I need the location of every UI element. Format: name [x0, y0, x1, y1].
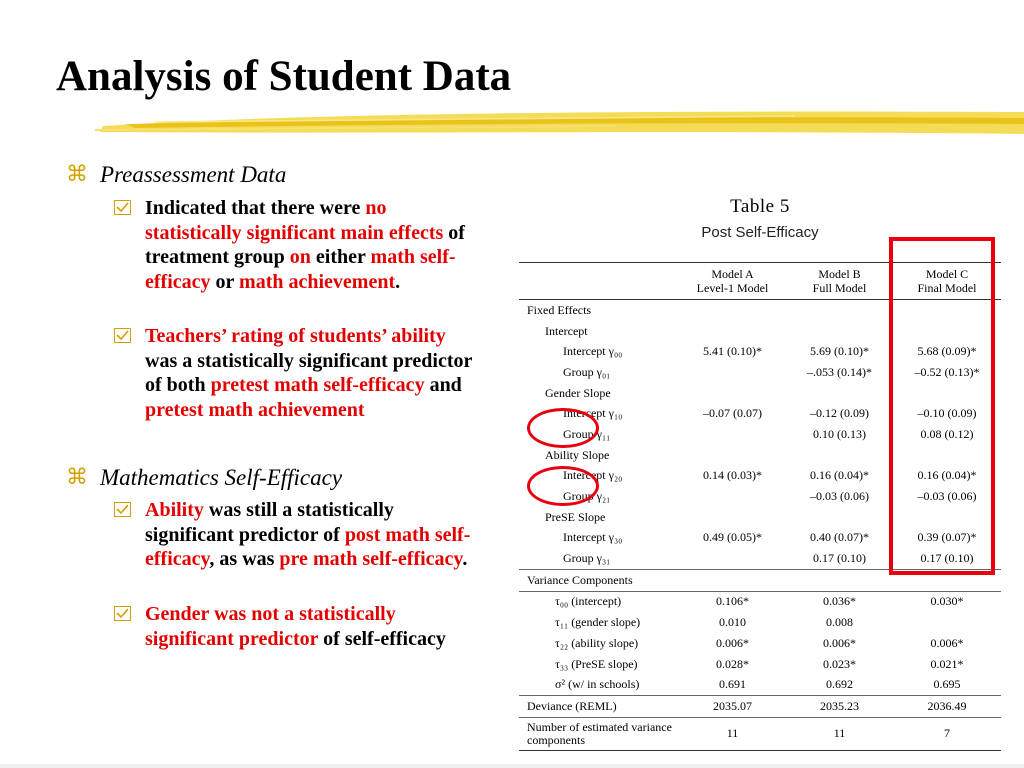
table-cell	[679, 300, 786, 321]
row-label: τ₃₃ (PreSE slope)	[555, 656, 638, 671]
bullet-point	[118, 602, 478, 651]
header-line: Level-1 Model	[696, 281, 769, 295]
table-cell	[679, 383, 786, 404]
row-label: Group γ₃₁	[563, 551, 611, 566]
table-cell: 0.006*	[930, 635, 964, 650]
row-label: Intercept	[545, 323, 588, 338]
table-cell	[786, 507, 893, 528]
table-cell: 0.39 (0.07)*	[917, 530, 977, 545]
highlighted-text: math self-efficacy	[145, 246, 456, 293]
table-row	[519, 696, 1001, 718]
table-cell: –0.07 (0.07)	[703, 406, 762, 421]
row-label: PreSE Slope	[545, 509, 606, 524]
highlighted-text: post math self-efficacy	[145, 523, 471, 570]
row-label: Fixed Effects	[527, 302, 592, 317]
table-cell: 0.16 (0.04)*	[810, 468, 869, 483]
table-cell	[893, 612, 1001, 633]
header-line: Model C	[925, 267, 969, 281]
table-cell: 0.008	[826, 615, 853, 630]
table-row	[519, 612, 1001, 633]
ability-group-highlight-oval	[527, 466, 599, 506]
row-label: Deviance (REML)	[527, 698, 617, 713]
table-cell	[679, 548, 786, 569]
table-cell	[679, 362, 786, 383]
table-cell: 5.69 (0.10)*	[810, 344, 869, 359]
table-cell: 0.692	[826, 677, 853, 692]
table-cell: 5.41 (0.10)*	[703, 344, 762, 359]
section-heading-text: Mathematics Self-Efficacy	[100, 465, 343, 490]
table-cell	[786, 445, 893, 466]
header-line: Model A	[711, 267, 754, 281]
table-cell: –0.10 (0.09)	[917, 406, 977, 421]
table-cell: 7	[944, 726, 950, 741]
body-text: and	[424, 374, 462, 396]
table-cell: 0.16 (0.04)*	[917, 468, 977, 483]
row-label: τ₂₂ (ability slope)	[555, 635, 639, 650]
bullet-point	[118, 498, 478, 572]
header-cell	[519, 263, 679, 300]
table-row	[519, 674, 1001, 695]
table-cell: 0.028*	[716, 656, 749, 671]
checkbox-icon	[114, 502, 131, 517]
table-cell: 0.021*	[930, 656, 964, 671]
table-cell: 11	[726, 726, 739, 741]
table-cell: –0.12 (0.09)	[810, 406, 869, 421]
table-cell: 0.17 (0.10)	[813, 551, 866, 566]
table-cell	[786, 300, 893, 321]
table-cell: 0.17 (0.10)	[920, 551, 974, 566]
table-cell	[679, 486, 786, 507]
table-cell: –0.52 (0.13)*	[914, 364, 980, 379]
row-label: Intercept γ₀₀	[563, 344, 623, 359]
highlighted-text: pretest math achievement	[145, 398, 365, 421]
table-cell: 0.08 (0.12)	[920, 426, 974, 441]
yellow-brush-stroke	[95, 104, 1024, 140]
table-cell: –.053 (0.14)*	[807, 364, 872, 379]
header-line: Final Model	[917, 281, 977, 295]
row-label: Number of estimated variance components	[527, 719, 672, 747]
highlighted-text: pre math self-efficacy	[279, 548, 463, 570]
gender-group-highlight-oval	[527, 408, 599, 448]
row-label: Variance Components	[527, 572, 633, 587]
highlighted-text: pretest math self-efficacy	[210, 374, 425, 396]
body-text: of self-efficacy	[318, 627, 446, 650]
table-cell: 2035.23	[820, 698, 859, 713]
table-cell: 0.006*	[716, 635, 749, 650]
section-heading-text: Preassessment Data	[100, 162, 287, 187]
highlighted-text: Gender was not a statistically significant predictor	[145, 603, 396, 650]
body-text: either	[310, 246, 371, 268]
header-line: Model B	[818, 267, 861, 281]
table-row	[519, 633, 1001, 654]
bullet-point	[118, 324, 478, 422]
body-text: Indicated that there were	[145, 197, 366, 219]
body-text: .	[395, 270, 401, 293]
table-subtitle: Post Self-Efficacy	[701, 224, 819, 241]
table-cell: 0.106*	[716, 594, 749, 609]
body-text: of treatment group	[145, 221, 465, 268]
table-cell: 2036.49	[927, 698, 967, 713]
highlighted-text: no statistically significant main effects	[145, 197, 444, 244]
body-text: .	[462, 548, 468, 570]
table-cell: 0.10 (0.13)	[813, 426, 866, 441]
body-text: was a statistically significant predictor of both	[145, 349, 473, 396]
header-cell	[786, 263, 893, 300]
row-label: Group γ₂₁	[563, 489, 611, 504]
table-cell: 2035.07	[713, 698, 752, 713]
row-label: Ability Slope	[545, 447, 610, 462]
footer-divider	[0, 764, 1024, 768]
bullet-text	[145, 196, 478, 294]
row-label: Intercept γ₁₀	[563, 406, 623, 421]
checkbox-icon	[114, 200, 131, 215]
table-cell	[786, 321, 893, 342]
table-cell: 0.14 (0.03)*	[703, 468, 762, 483]
table-cell: 0.006*	[823, 635, 856, 650]
table-cell: –0.03 (0.06)	[917, 489, 977, 504]
row-label: τ₀₀ (intercept)	[555, 594, 622, 609]
row-label: Gender Slope	[545, 385, 611, 400]
table-cell	[679, 424, 786, 445]
checkbox-icon	[114, 606, 131, 621]
table-cell: 0.695	[933, 677, 961, 692]
checkbox-icon	[114, 328, 131, 343]
table-cell: 5.68 (0.09)*	[917, 344, 977, 359]
table-cell: 0.036*	[823, 594, 856, 609]
table-row	[519, 591, 1001, 612]
bullet-point	[118, 196, 478, 294]
bullet-text	[145, 602, 478, 651]
table-cell: 0.691	[719, 677, 746, 692]
row-label: Group γ₁₁	[563, 426, 611, 441]
body-text: or	[210, 270, 240, 293]
table-cell	[679, 445, 786, 466]
bullet-icon: ⌘	[66, 162, 88, 187]
table-cell: 0.023*	[823, 656, 856, 671]
table-cell: 0.49 (0.05)*	[703, 530, 762, 545]
row-label: τ₁₁ (gender slope)	[555, 615, 641, 630]
bullet-text	[145, 498, 478, 572]
table-title: Table 5	[730, 196, 790, 217]
model-c-highlight-box	[889, 237, 995, 575]
row-label: Intercept γ₂₀	[563, 468, 623, 483]
highlighted-text: Teachers’ rating of students’ ability	[145, 325, 446, 347]
header-cell	[679, 263, 786, 300]
table-cell: 0.010	[719, 615, 746, 630]
highlighted-text: on	[289, 246, 311, 268]
highlighted-text: Ability	[145, 499, 204, 521]
slide-title: Analysis of Student Data	[56, 53, 512, 100]
table-cell: 11	[833, 726, 846, 741]
table-cell	[679, 507, 786, 528]
row-label: Group γ₀₁	[563, 364, 611, 379]
row-label: Intercept γ₃₀	[563, 530, 623, 545]
table-cell: 0.40 (0.07)*	[810, 530, 869, 545]
body-text: was still a statistically significant predictor of	[145, 499, 394, 546]
header-line: Full Model	[812, 281, 867, 295]
table-cell	[679, 321, 786, 342]
table-cell	[786, 569, 893, 591]
body-text: , as was	[209, 548, 280, 570]
highlighted-text: math achievement	[239, 270, 396, 293]
table-cell: –0.03 (0.06)	[810, 489, 869, 504]
table-cell: 0.030*	[930, 594, 964, 609]
table-row	[519, 717, 1001, 750]
bullet-icon: ⌘	[66, 465, 88, 490]
table-cell	[679, 569, 786, 591]
table-row	[519, 654, 1001, 675]
table-cell	[786, 383, 893, 404]
row-label: σ² (w/ in schools)	[555, 677, 640, 692]
bullet-text	[145, 324, 478, 422]
